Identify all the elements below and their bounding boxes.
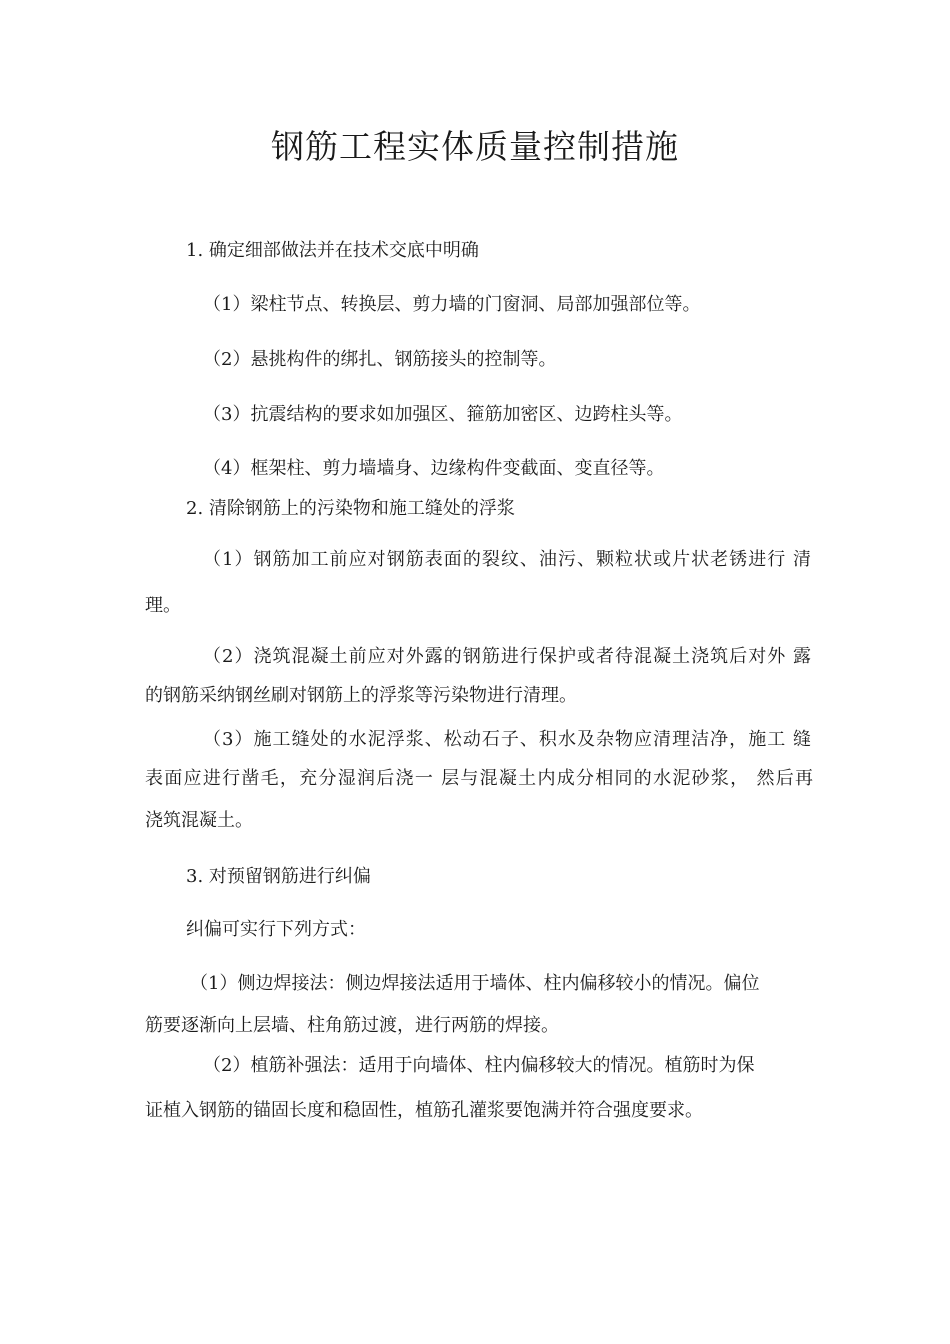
section-heading-1: 1. 确定细部做法并在技术交底中明确 [186,240,479,261]
section-1-item-2: （2）悬挑构件的绑扎、钢筋接头的控制等。 [203,349,557,370]
paragraph-text: （1）钢筋加工前应对钢筋表面的裂纹、油污、颗粒状或片状老锈进行 清 [203,549,811,570]
section-3-item-1-line-2: 筋要逐渐向上层墙、柱角筋过渡，进行两筋的焊接。 [145,1015,559,1036]
section-1-item-3: （3）抗震结构的要求如加强区、箍筋加密区、边跨柱头等。 [203,404,683,425]
section-2-item-2-line-2: 的钢筋采纳钢丝刷对钢筋上的浮浆等污染物进行清理。 [145,685,577,706]
section-heading-3: 3. 对预留钢筋进行纠偏 [186,866,371,887]
section-3-item-2-line-1: （2）植筋补强法：适用于向墙体、柱内偏移较大的情况。植筋时为保 [203,1055,755,1076]
section-2-item-1-line-2: 理。 [145,595,181,616]
section-3-item-1-line-1: （1）侧边焊接法：侧边焊接法适用于墙体、柱内偏移较小的情况。偏位 [190,973,760,994]
section-2-item-3-line-2 [145,766,813,792]
section-3-intro: 纠偏可实行下列方式： [186,919,366,940]
section-2-item-2-line-1 [203,644,811,670]
section-1-item-1: （1）梁柱节点、转换层、剪力墙的门窗洞、局部加强部位等。 [203,294,701,315]
paragraph-text: 表面应进行凿毛，充分湿润后浇一 层与混凝土内成分相同的水泥砂浆， 然后再 [145,768,813,789]
paragraph-text: （2）浇筑混凝土前应对外露的钢筋进行保护或者待混凝土浇筑后对外 露 [203,646,811,667]
section-3-item-2-line-2: 证植入钢筋的锚固长度和稳固性，植筋孔灌浆要饱满并符合强度要求。 [145,1100,703,1121]
section-heading-2: 2. 清除钢筋上的污染物和施工缝处的浮浆 [186,498,515,519]
document-title: 钢筋工程实体质量控制措施 [271,127,679,166]
section-2-item-1-line-1 [203,547,811,573]
section-1-item-4: （4）框架柱、剪力墙墙身、边缘构件变截面、变直径等。 [203,458,665,479]
section-2-item-3-line-3: 浇筑混凝土。 [145,810,253,831]
section-2-item-3-line-1 [203,727,811,753]
paragraph-text: （3）施工缝处的水泥浮浆、松动石子、积水及杂物应清理洁净，施工 缝 [203,729,811,750]
